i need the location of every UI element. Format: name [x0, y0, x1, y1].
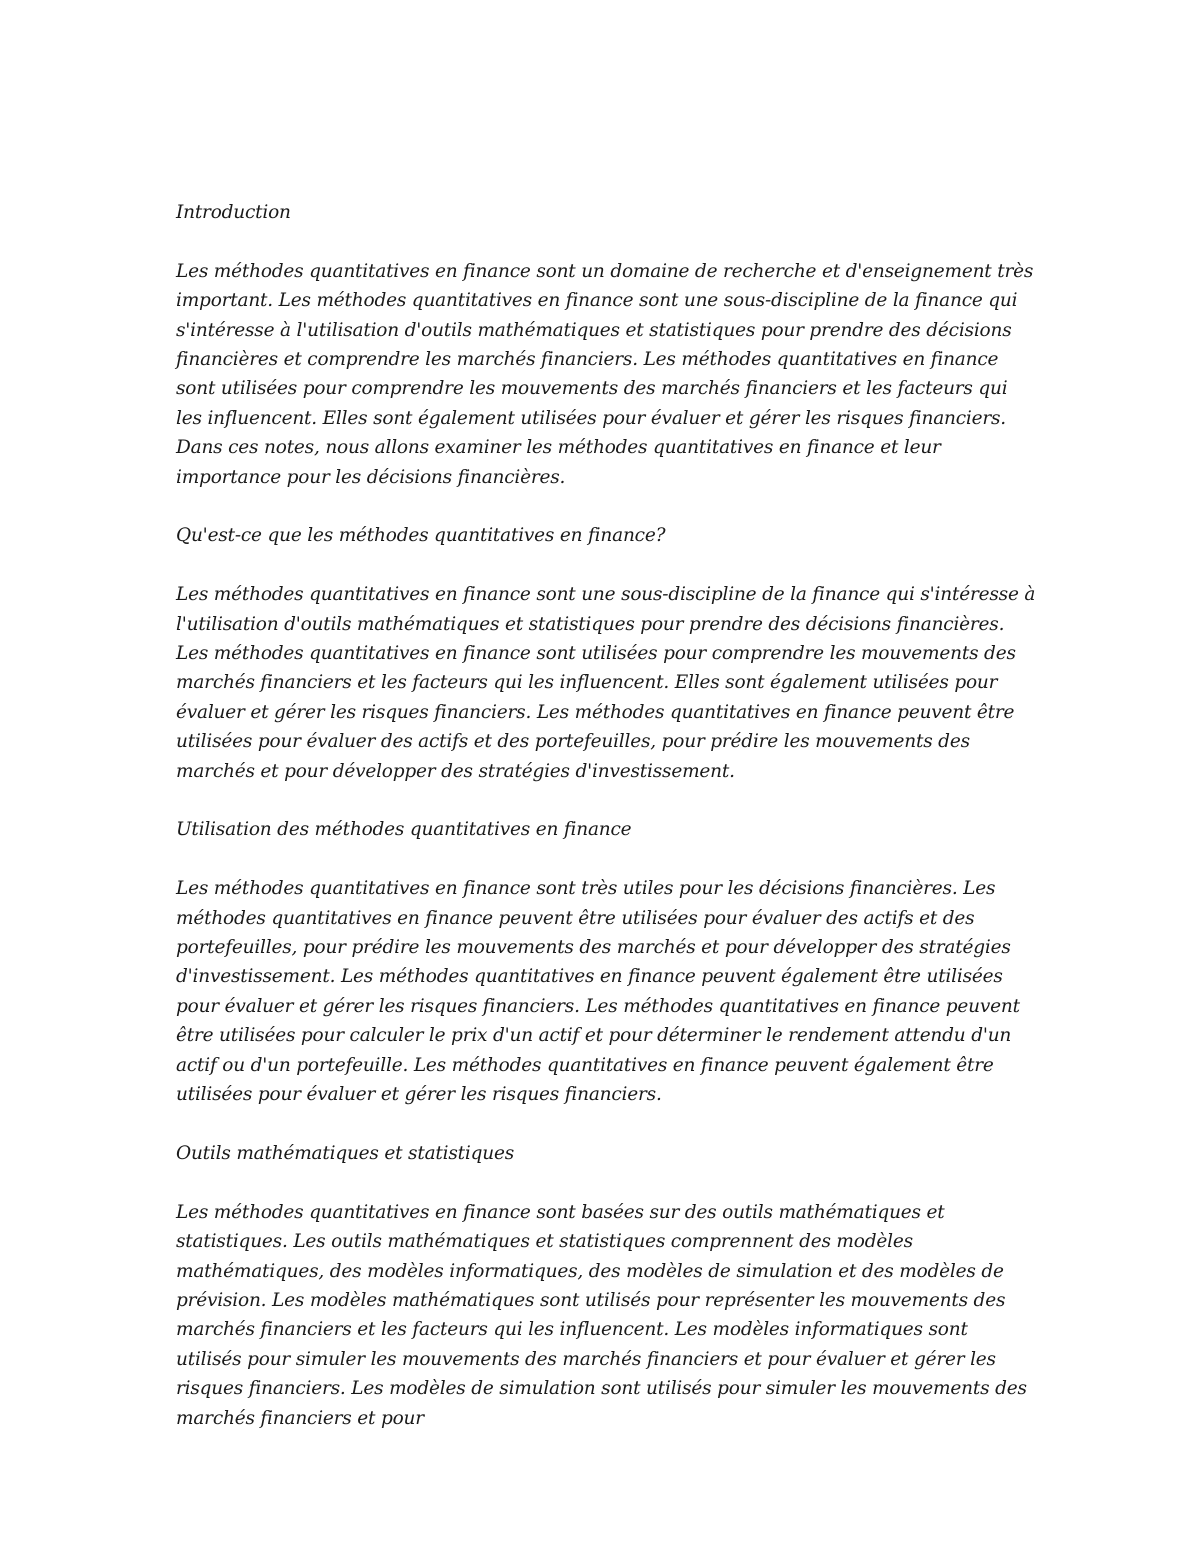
section-body-introduction: Les méthodes quantitatives en finance sont un domaine de recherche et d'enseignement très important. Les méthodes quantitatives en finance sont une sous-discipline de la finance qui s'intéresse à l'utilisation d'outils mathématiques et statistiques pour prendre des décisions financières et comprendre les marchés financiers. Les méthodes quantitatives en finance sont utilisées pour comprendre les mouvements des marchés financiers et les facteurs qui les influencent. Elles sont également utilisées pour évaluer et gérer les risques financiers. Dans ces notes, nous allons examiner les méthodes quantitatives en finance et leur importance pour les décisions financières.	[176, 260, 1034, 488]
paragraph-gap	[176, 551, 1036, 580]
paragraph-gap	[176, 1168, 1036, 1197]
section-heading-tools: Outils mathématiques et statistiques	[176, 1142, 515, 1164]
section-body-usage: Les méthodes quantitatives en finance sont très utiles pour les décisions financières. Les méthodes quantitatives en finance peuvent être utilisées pour évaluer des actifs et des portefeuilles, pour prédire les mouvements des marchés et pour développer des stratégies d'investissement. Les méthodes quantitatives en finance peuvent également être utilisées pour évaluer et gérer les risques financiers. Les méthodes quantitatives en finance peuvent être utilisées pour calculer le prix d'un actif et pour déterminer le rendement attendu d'un actif ou d'un portefeuille. Les méthodes quantitatives en finance peuvent également être utilisées pour évaluer et gérer les risques financiers.	[176, 878, 1020, 1106]
section-heading-definition: Qu'est-ce que les méthodes quantitatives en finance?	[176, 525, 666, 547]
paragraph-gap	[176, 1110, 1036, 1139]
section-heading-introduction: Introduction	[176, 202, 291, 223]
document-content	[176, 198, 1036, 1433]
section-body-definition: Les méthodes quantitatives en finance sont une sous-discipline de la finance qui s'intéresse à l'utilisation d'outils mathématiques et statistiques pour prendre des décisions financières. Les méthodes quantitatives en finance sont utilisées pour comprendre les mouvements des marchés financiers et les facteurs qui les influencent. Elles sont également utilisées pour évaluer et gérer les risques financiers. Les méthodes quantitatives en finance peuvent être utilisées pour évaluer des actifs et des portefeuilles, pour prédire les mouvements des marchés et pour développer des stratégies d'investissement.	[176, 584, 1036, 782]
paragraph-gap	[176, 227, 1036, 256]
paragraph-gap	[176, 845, 1036, 874]
paragraph-gap	[176, 492, 1036, 521]
paragraph-gap	[176, 786, 1036, 815]
section-heading-usage: Utilisation des méthodes quantitatives en finance	[176, 819, 632, 841]
section-body-tools: Les méthodes quantitatives en finance sont basées sur des outils mathématiques et statistiques. Les outils mathématiques et statistiques comprennent des modèles mathématiques, des modèles informatiques, des modèles de simulation et des modèles de prévision. Les modèles mathématiques sont utilisés pour représenter les mouvements des marchés financiers et les facteurs qui les influencent. Les modèles informatiques sont utilisés pour simuler les mouvements des marchés financiers et pour évaluer et gérer les risques financiers. Les modèles de simulation sont utilisés pour simuler les mouvements des marchés financiers et pour	[176, 1201, 1027, 1429]
